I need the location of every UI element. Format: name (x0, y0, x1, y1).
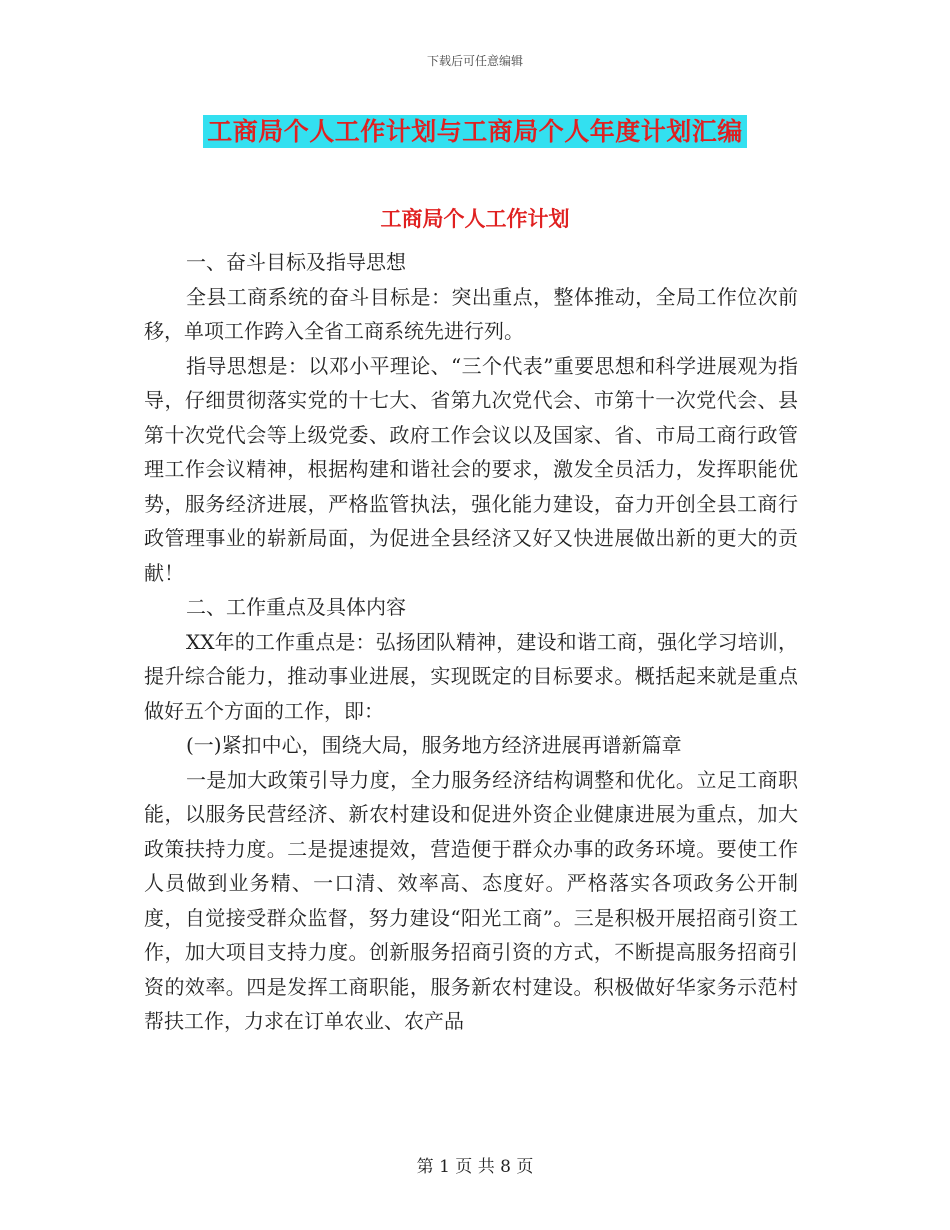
paragraph-work-focus: XX年的工作重点是：弘扬团队精神，建设和谐工商，强化学习培训，提升综合能力，推动事业进展，实现既定的目标要求。概括起来就是重点做好五个方面的工作，即： (144, 629, 798, 723)
paragraph-guiding-thought: 指导思想是：以邓小平理论、“三个代表”重要思想和科学进展观为指导，仔细贯彻落实党的十七大、省第九次党代会、市第十一次党代会、县第十次党代会等上级党委、政府工作会议以及国家、省、市局工商行政管理工作会议精神，根据构建和谐社会的要求，激发全员活力，发挥职能优势，服务经济进展，严格监管执法，强化能力建设，奋力开创全县工商行政管理事业的崭新局面，为促进全县经济又好又快进展做出新的更大的贡献！ (144, 353, 798, 585)
paragraph-goals: 全县工商系统的奋斗目标是：突出重点，整体推动，全局工作位次前移，单项工作跨入全省工商系统先进行列。 (144, 284, 798, 343)
subheading-1: (一)紧扣中心，围绕大局，服务地方经济进展再谱新篇章 (186, 733, 682, 757)
heading-goals: 一、奋斗目标及指导思想 (186, 250, 406, 274)
document-title (0, 112, 950, 148)
header-note: 下载后可任意编辑 (426, 54, 523, 68)
document-body (144, 245, 798, 1039)
page-footer: 第 1 页 共 8 页 (416, 1157, 534, 1177)
heading-work-focus: 二、工作重点及具体内容 (186, 595, 406, 619)
paragraph-details: 一是加大政策引导力度，全力服务经济结构调整和优化。立足工商职能，以服务民营经济、新农村建设和促进外资企业健康进展为重点，加大政策扶持力度。二是提速提效，营造便于群众办事的政务环境。要使工作人员做到业务精、一口清、效率高、态度好。严格落实各项政务公开制度，自觉接受群众监督，努力建设“阳光工商”。三是积极开展招商引资工作，加大项目支持力度。创新服务招商引资的方式，不断提高服务招商引资的效率。四是发挥工商职能，服务新农村建设。积极做好华家务示范村帮扶工作，力求在订单农业、农产品 (144, 767, 798, 1033)
document-title-text: 工商局个人工作计划与工商局个人年度计划汇编 (203, 115, 747, 148)
section-title: 工商局个人工作计划 (380, 206, 570, 231)
